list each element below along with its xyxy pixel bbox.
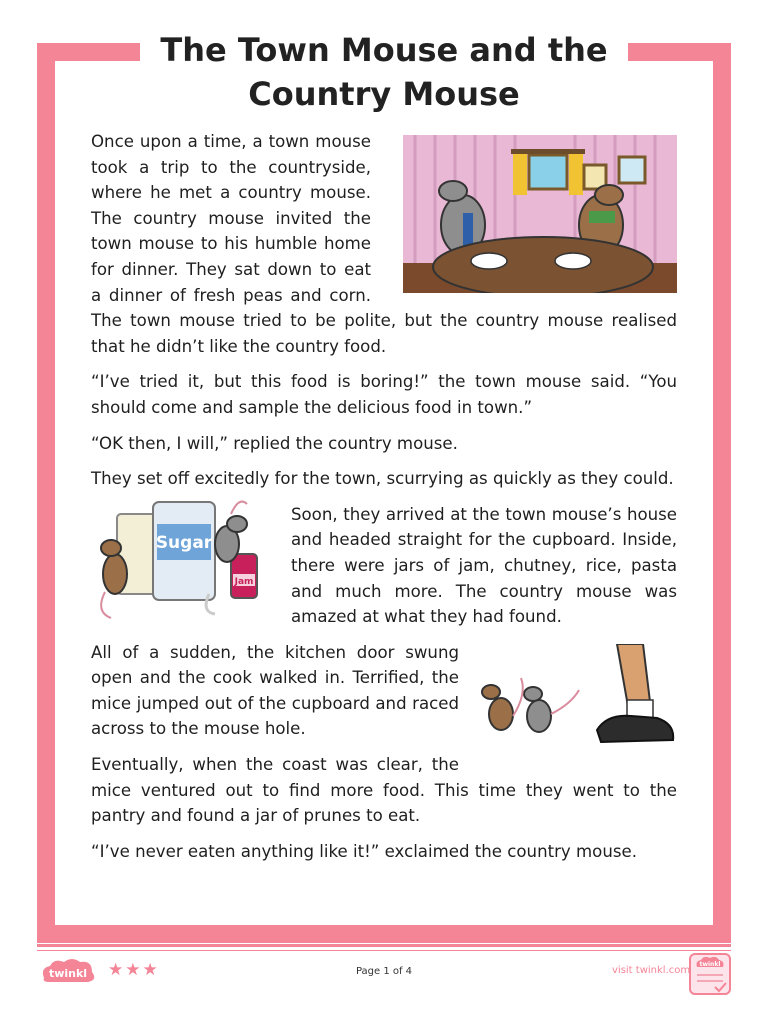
paragraph-2: “I’ve tried it, but this food is boring!” the town mouse said. “You should come and sample the delicious food in town.”: [91, 372, 677, 417]
paragraph-8: “I’ve never eaten anything like it!” exclaimed the country mouse.: [91, 841, 637, 861]
dinner-table-illustration: [403, 135, 677, 293]
paragraph-3: “OK then, I will,” replied the country mouse.: [91, 433, 458, 453]
paragraph-4: They set off excitedly for the town, scurrying as quickly as they could.: [91, 469, 674, 489]
paragraph-7: Eventually, when the coast was clear, the mice ventured out to find more food. This time they went to the pantry and found a jar of prunes to eat.: [91, 755, 677, 826]
logo-text: twinkl: [48, 967, 88, 980]
footer-rule-thin: [37, 950, 731, 951]
running-mice-illustration: [467, 644, 677, 750]
badge-text: twinkl: [699, 961, 721, 968]
sugar-label: Sugar: [155, 532, 213, 553]
visit-link[interactable]: visit twinkl.com: [612, 965, 691, 976]
paragraph-6: All of a sudden, the kitchen door swung open and the cook walked in. Terrified, the mice jumped out of the cupboard and raced across to the mouse hole.: [91, 642, 459, 739]
paragraph-1: Once upon a time, a town mouse took a trip to the countryside, where he met a country mouse. The country mouse invited the town mouse to his humble home for dinner. They sat down to eat a dinner of fresh peas and corn. The town mouse tried to be polite, but the country mouse realised that he didn’t like the country food.: [91, 132, 677, 356]
page-number: Page 1 of 4: [355, 966, 413, 977]
paragraph-5: Soon, they arrived at the town mouse’s house and headed straight for the cupboard. Inside, there were jars of jam, chutney, rice, pasta and much more. The country mouse was amazed at what they had found.: [291, 504, 677, 627]
story-body: [91, 129, 677, 874]
cupboard-illustration: [91, 494, 259, 624]
footer-rule: [37, 944, 731, 947]
page-title: The Town Mouse and the Country Mouse: [160, 31, 608, 113]
quality-badge-icon: [689, 953, 731, 995]
jam-label: Jam: [234, 576, 254, 587]
rating-stars-icon: ★★★: [108, 960, 160, 980]
